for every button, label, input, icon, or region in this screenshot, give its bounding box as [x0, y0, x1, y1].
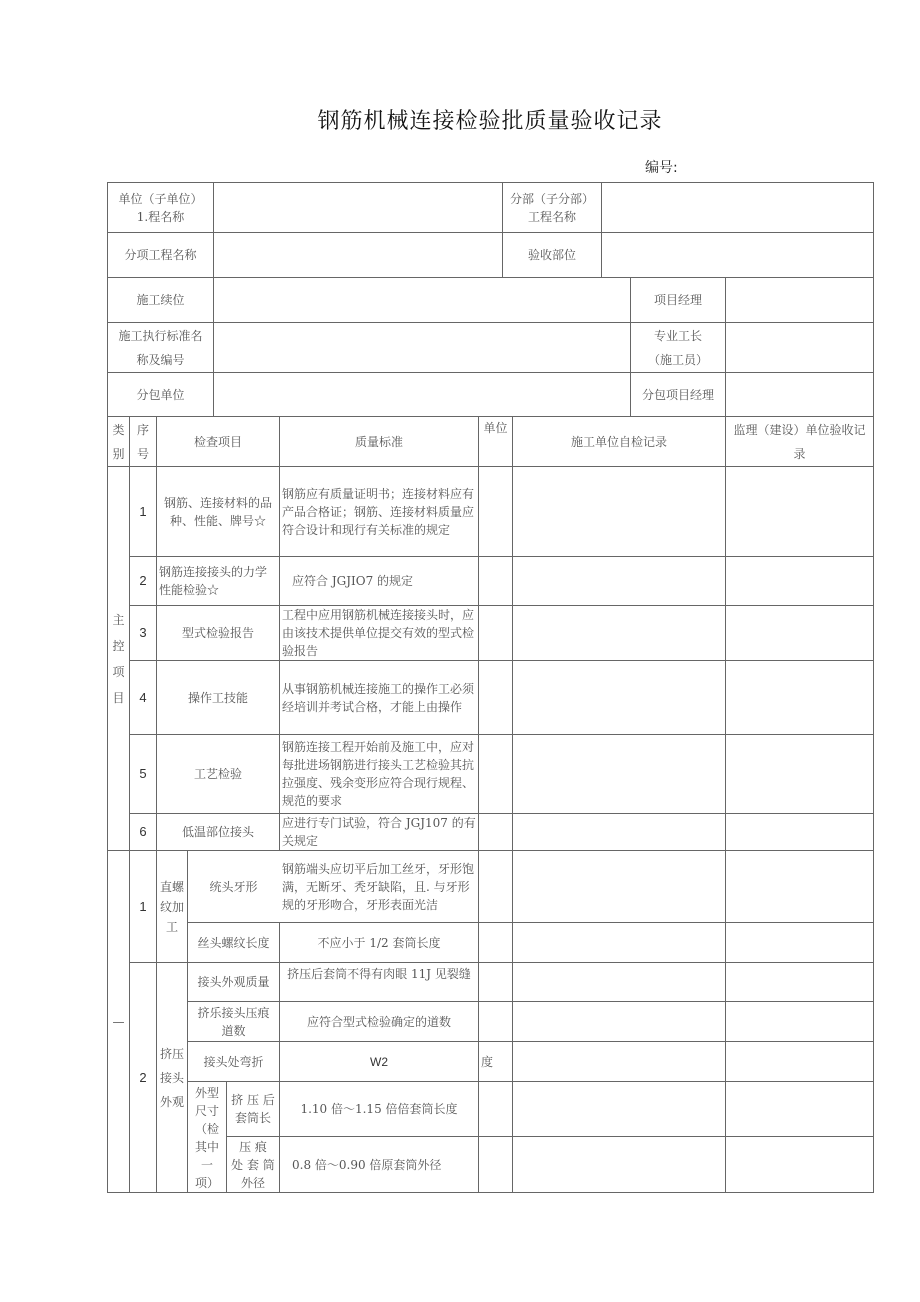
unit-cell: 度	[481, 1054, 494, 1069]
supervision-cell[interactable]	[726, 814, 873, 850]
dimension-label: 外型 尺寸 （检 其中 一 项）	[194, 1086, 219, 1190]
self-check-cell[interactable]	[513, 923, 725, 962]
supervision-cell[interactable]	[726, 467, 873, 556]
standard-name-label: 施工执行标准名 称及编号	[118, 328, 203, 367]
foreman-label: 专业工长 （施工员）	[647, 328, 708, 367]
self-check-cell[interactable]	[513, 1137, 725, 1192]
col-quality-standard: 质量标准	[354, 434, 403, 449]
quality-standard: 挤压后套筒不得有肉眼 11J 见裂缝	[287, 967, 471, 981]
col-seq: 序 号	[136, 422, 149, 461]
supervision-cell[interactable]	[726, 1042, 873, 1081]
self-check-cell[interactable]	[513, 661, 725, 734]
col-self-check: 施工单位自检记录	[570, 434, 667, 449]
foreman-value[interactable]	[726, 323, 873, 372]
unit-name-label: 单位（子单位） 1.程名称	[118, 191, 203, 224]
standard-name-value[interactable]	[214, 323, 630, 372]
item-name-value[interactable]	[214, 233, 502, 277]
quality-standard: 钢筋连接工程开始前及施工中，应对每批进场钢筋进行接头工艺检验其抗拉强度、残余变形应符合现行规程、规范的要求	[282, 740, 475, 808]
self-check-cell[interactable]	[513, 1002, 725, 1041]
project-manager-value[interactable]	[726, 278, 873, 322]
self-check-cell[interactable]	[513, 1042, 725, 1081]
group-label: 挤压 接头 外观	[159, 1046, 184, 1109]
col-supervision: 监理（建设）单位验收记 录	[733, 422, 866, 461]
supervision-cell[interactable]	[726, 1137, 873, 1192]
supervision-cell[interactable]	[726, 735, 873, 813]
inspection-item: 型式检验报告	[181, 626, 254, 640]
quality-standard: 不应小于 1/2 套筒长度	[317, 935, 441, 950]
col-unit: 单位	[483, 421, 508, 435]
project-manager-label: 项目经理	[653, 293, 702, 307]
supervision-cell[interactable]	[726, 963, 873, 1001]
quality-standard: 1.10 倍～1.15 倍倍套筒长度	[300, 1102, 458, 1116]
subdivision-name-value[interactable]	[602, 183, 873, 232]
self-check-cell[interactable]	[513, 735, 725, 813]
form-title: 钢筋机械连接检验批质量验收记录	[317, 109, 663, 134]
inspection-item: 挤 压 后 套筒长	[231, 1093, 275, 1125]
general-items-label: —	[112, 1014, 125, 1029]
acceptance-part-value[interactable]	[602, 233, 873, 277]
group-label: 直螺 纹加 工	[159, 879, 184, 934]
self-check-cell[interactable]	[513, 851, 725, 922]
construction-unit-label: 施工续位	[136, 293, 185, 307]
inspection-item: 丝头螺纹长度	[197, 935, 270, 950]
self-check-cell[interactable]	[513, 467, 725, 556]
quality-standard: 钢筋端头应切平后加工丝牙，牙形饱满，无断牙、秃牙缺陷，且. 与牙形规的牙形吻合，牙形表面光洁	[282, 861, 475, 912]
quality-standard: W2	[370, 1054, 388, 1069]
sub-project-manager-value[interactable]	[726, 373, 873, 416]
subcontractor-value[interactable]	[214, 373, 630, 416]
self-check-cell[interactable]	[513, 1082, 725, 1136]
group-seq: 2	[139, 1069, 147, 1085]
col-inspection-item: 检查项目	[193, 434, 242, 449]
inspection-item: 钢筋连接接头的力学 性能检验☆	[159, 565, 268, 597]
supervision-cell[interactable]	[726, 1002, 873, 1041]
self-check-cell[interactable]	[513, 606, 725, 660]
subdivision-name-label: 分部（子分部） 工程名称	[509, 191, 594, 224]
col-category: 类 别	[112, 422, 125, 461]
supervision-cell[interactable]	[726, 1082, 873, 1136]
inspection-item: 压 痕 处 套 筒 外径	[231, 1139, 275, 1190]
quality-standard: 工程中应用钢筋机械连接接头时，应由该技术提供单位提交有效的型式检验报告	[282, 608, 475, 658]
row-seq: 6	[139, 824, 147, 839]
inspection-item: 统头牙形	[209, 879, 258, 894]
inspection-item: 挤乐接头压痕 道数	[197, 1005, 270, 1038]
quality-standard: 应进行专门试验，符合 JGJ107 的有关规定	[282, 816, 476, 848]
self-check-cell[interactable]	[513, 814, 725, 850]
row-seq: 3	[139, 625, 147, 640]
supervision-cell[interactable]	[726, 606, 873, 660]
quality-standard: 应符合型式检验确定的道数	[306, 1014, 451, 1029]
quality-standard: 应符合 JGJIO7 的规定	[292, 574, 414, 588]
code-label: 编号:	[645, 160, 678, 176]
main-control-label: 主 控 项 目	[112, 612, 125, 705]
self-check-cell[interactable]	[513, 557, 725, 605]
subcontractor-label: 分包单位	[136, 387, 185, 402]
supervision-cell[interactable]	[726, 923, 873, 962]
construction-unit-value[interactable]	[214, 278, 630, 322]
sub-project-manager-label: 分包项目经理	[641, 387, 714, 402]
self-check-cell[interactable]	[513, 963, 725, 1001]
supervision-cell[interactable]	[726, 851, 873, 922]
quality-standard: 0.8 倍～0.90 倍原套筒外径	[292, 1157, 442, 1172]
item-name-label: 分项工程名称	[124, 248, 197, 262]
supervision-cell[interactable]	[726, 661, 873, 734]
inspection-item: 工艺检验	[193, 767, 242, 781]
row-seq: 4	[139, 689, 147, 705]
group-seq: 1	[139, 898, 147, 914]
quality-standard: 钢筋应有质量证明书；连接材料应有产品合格证；钢筋、连接材料质量应符合设计和现行有关标准的规定	[282, 486, 475, 537]
inspection-item: 钢筋、连接材料的品 种、性能、牌号☆	[163, 495, 272, 528]
inspection-item: 接头外观质量	[197, 975, 270, 989]
acceptance-part-label: 验收部位	[527, 248, 576, 262]
row-seq: 1	[139, 503, 147, 519]
inspection-item: 接头处弯折	[203, 1054, 264, 1069]
row-seq: 5	[139, 766, 147, 781]
row-seq: 2	[139, 573, 147, 588]
unit-name-value[interactable]	[214, 183, 502, 232]
inspection-item: 低温部位接头	[181, 825, 254, 839]
inspection-item: 操作工技能	[187, 690, 248, 705]
supervision-cell[interactable]	[726, 557, 873, 605]
quality-standard: 从事钢筋机械连接施工的操作工必须经培训并考试合格，才能上由操作	[282, 681, 475, 714]
